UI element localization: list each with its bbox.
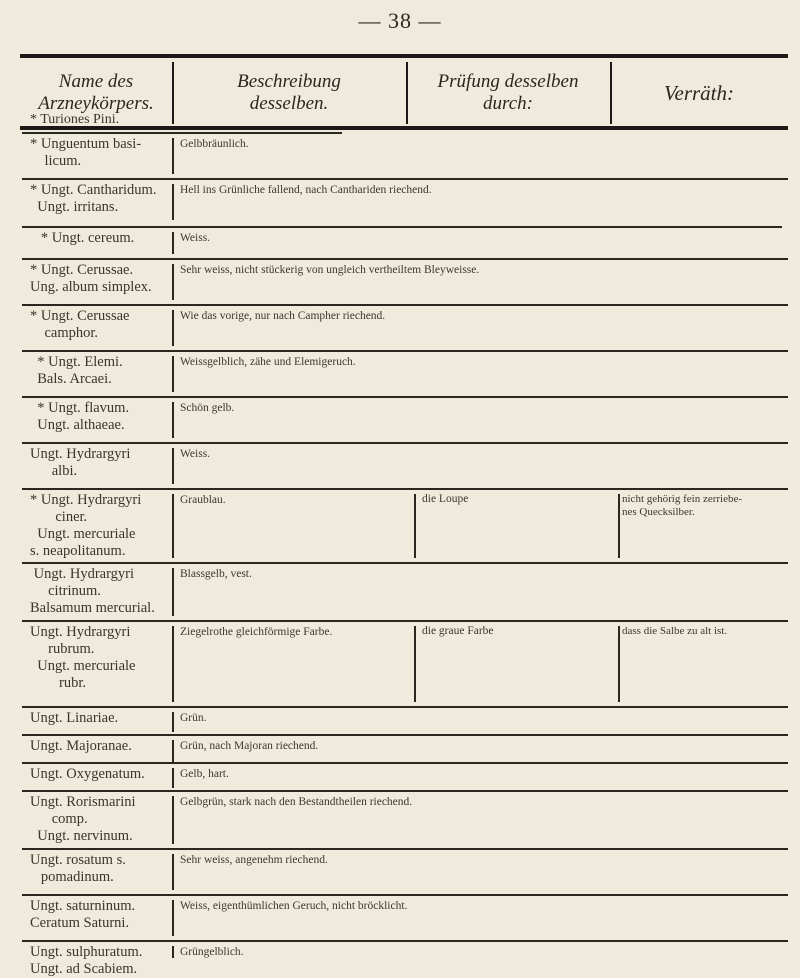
table-row xyxy=(22,488,788,562)
row-separator xyxy=(22,762,788,764)
row-separator xyxy=(22,132,342,134)
row-separator xyxy=(22,258,788,260)
table-row xyxy=(22,178,788,224)
drug-description: Sehr weiss, nicht stückerig von ungleich vertheiltem Bleyweisse. xyxy=(180,264,480,276)
page-number: — 38 — xyxy=(358,8,442,33)
column-divider xyxy=(172,184,174,220)
test-reveals: nicht gehörig fein zerriebe- nes Quecksilber. xyxy=(622,493,743,518)
table-row xyxy=(22,442,788,488)
table-row xyxy=(22,790,788,848)
drug-description: Ziegelrothe gleichförmige Farbe. xyxy=(180,626,333,638)
test-reveals: dass die Salbe zu alt ist. xyxy=(622,625,728,637)
row-separator xyxy=(22,350,788,352)
table-row xyxy=(22,350,788,396)
drug-description: Wie das vorige, nur nach Campher riechend. xyxy=(180,310,386,322)
row-separator xyxy=(22,620,788,622)
table-row xyxy=(22,848,788,894)
drug-name: * Ungt. cereum. xyxy=(30,230,135,246)
test-method: die Loupe xyxy=(422,493,469,505)
section-heading: * Turiones Pini. xyxy=(30,112,120,127)
header-name-column: Name des Arzneykörpers. xyxy=(38,71,154,114)
drug-description: Grün, nach Majoran riechend. xyxy=(180,740,319,752)
drug-description: Hell ins Grünliche fallend, nach Canthariden riechend. xyxy=(180,184,432,196)
header-bottom-rule xyxy=(20,126,788,130)
column-divider xyxy=(172,626,174,702)
drug-description: Blassgelb, vest. xyxy=(180,568,252,580)
table-row xyxy=(22,304,788,350)
drug-name: Ungt. sulphuratum. Ungt. ad Scabiem. xyxy=(30,944,143,977)
table-row xyxy=(22,706,788,736)
table-row xyxy=(22,762,788,792)
drug-name: Ungt. Rorismarini comp. Ungt. nervinum. xyxy=(30,794,136,844)
table-row xyxy=(22,894,788,940)
header-description-column: Beschreibung desselben. xyxy=(237,71,341,114)
drug-name: Ungt. Majoranae. xyxy=(30,738,132,754)
table-row xyxy=(22,132,788,178)
drug-name: Ungt. rosatum s. pomadinum. xyxy=(30,852,126,885)
table-row xyxy=(22,940,788,977)
column-divider xyxy=(172,740,174,762)
row-separator xyxy=(22,442,788,444)
drug-name: * Ungt. flavum. Ungt. althaeae. xyxy=(37,400,130,433)
drug-name: * Ungt. Elemi. Bals. Arcaei. xyxy=(37,354,123,387)
row-separator xyxy=(22,226,782,228)
drug-description: Graublau. xyxy=(180,494,226,506)
column-divider xyxy=(414,494,416,558)
column-divider xyxy=(172,356,174,392)
top-rule xyxy=(20,54,788,58)
header-test-column: Prüfung desselben durch: xyxy=(437,71,579,114)
drug-description: Sehr weiss, angenehm riechend. xyxy=(180,854,328,866)
row-separator xyxy=(22,734,788,736)
drug-description: Weiss, eigenthümlichen Geruch, nicht bröcklicht. xyxy=(180,900,408,912)
drug-name: Ungt. Linariae. xyxy=(30,710,119,726)
drug-name: * Ungt. Cerussae camphor. xyxy=(30,308,130,341)
column-divider xyxy=(618,494,620,558)
drug-name: * Ungt. Cantharidum. Ungt. irritans. xyxy=(30,182,157,215)
drug-description: Gelb, hart. xyxy=(180,768,229,780)
row-separator xyxy=(22,940,788,942)
drug-name: Ungt. saturninum. Ceratum Saturni. xyxy=(30,898,136,931)
drug-name: Ungt. Hydrargyri albi. xyxy=(30,446,131,479)
drug-description: Gelbgrün, stark nach den Bestandtheilen riechend. xyxy=(180,796,413,808)
row-separator xyxy=(22,848,788,850)
column-divider xyxy=(172,568,174,616)
column-divider xyxy=(172,768,174,788)
drug-description: Weissgelblich, zähe und Elemigeruch. xyxy=(180,356,356,368)
header-reveals-column: Verräth: xyxy=(664,81,734,105)
row-separator xyxy=(22,178,788,180)
drug-name: Ungt. Oxygenatum. xyxy=(30,766,145,782)
row-separator xyxy=(22,304,788,306)
column-divider xyxy=(172,946,174,958)
drug-description: Weiss. xyxy=(180,448,211,460)
row-separator xyxy=(22,562,788,564)
column-divider xyxy=(172,402,174,438)
drug-name: Ungt. Hydrargyri rubrum. Ungt. mercuriale rubr. xyxy=(30,624,136,691)
column-divider xyxy=(414,626,416,702)
drug-description: Gelbbräunlich. xyxy=(180,138,249,150)
drug-name: Ungt. Hydrargyri citrinum. Balsamum mercurial. xyxy=(30,566,155,616)
drug-description: Grün. xyxy=(180,712,207,724)
column-divider xyxy=(618,626,620,702)
column-divider xyxy=(172,310,174,346)
drug-description: Grüngelblich. xyxy=(180,946,244,958)
column-divider xyxy=(172,264,174,300)
table-row xyxy=(22,620,788,706)
drug-description: Weiss. xyxy=(180,232,211,244)
column-divider xyxy=(172,494,174,558)
table-row xyxy=(22,396,788,442)
table-row xyxy=(22,226,788,258)
table-row xyxy=(22,258,788,304)
test-method: die graue Farbe xyxy=(422,625,494,637)
drug-name: * Unguentum basi- licum. xyxy=(30,136,142,169)
drug-description: Schön gelb. xyxy=(180,402,235,414)
row-separator xyxy=(22,894,788,896)
row-separator xyxy=(22,706,788,708)
table-header xyxy=(20,60,788,126)
row-separator xyxy=(22,790,788,792)
column-divider xyxy=(172,854,174,890)
drug-name: * Ungt. Hydrargyri ciner. Ungt. mercuriale s. neapolitanum. xyxy=(30,492,142,559)
column-divider xyxy=(172,448,174,484)
column-divider xyxy=(172,138,174,174)
row-separator xyxy=(22,488,788,490)
column-divider xyxy=(172,796,174,844)
column-divider xyxy=(172,900,174,936)
column-divider xyxy=(172,232,174,254)
row-separator xyxy=(22,396,788,398)
column-divider xyxy=(172,712,174,732)
table-row xyxy=(22,562,788,620)
drug-name: * Ungt. Cerussae. Ung. album simplex. xyxy=(30,262,152,295)
